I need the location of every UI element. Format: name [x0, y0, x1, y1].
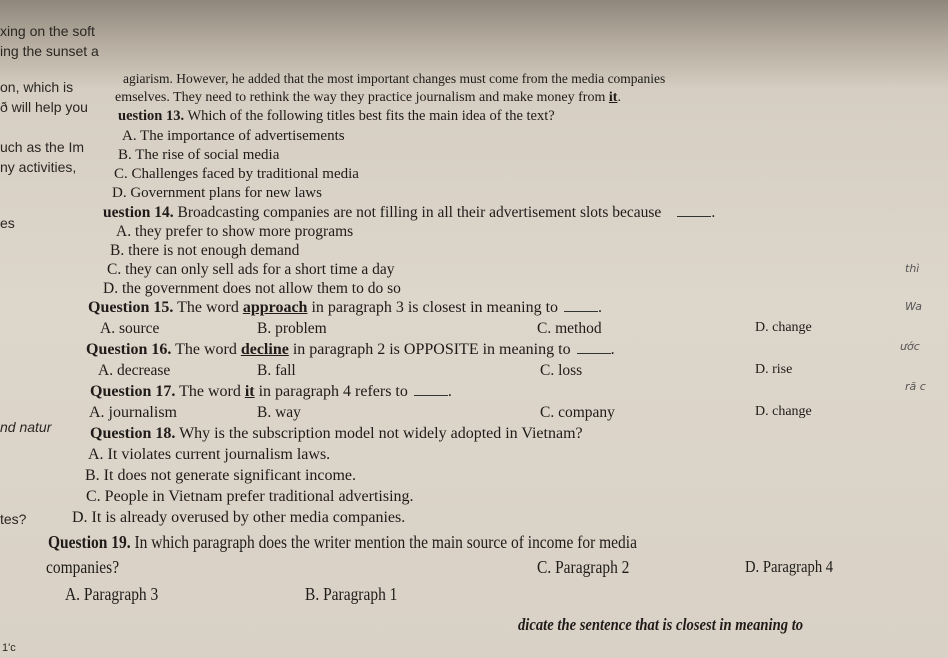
question-label: Question 16. — [86, 341, 172, 358]
left-fragment: on, which is — [0, 79, 74, 95]
option[interactable]: B. fall — [257, 362, 296, 379]
question-text: The word — [175, 341, 237, 358]
option[interactable]: C. Paragraph 2 — [537, 557, 630, 577]
option[interactable]: A. It violates current journalism laws. — [88, 446, 331, 463]
option[interactable]: B. problem — [257, 320, 327, 337]
option[interactable]: D. Paragraph 4 — [745, 557, 834, 576]
option[interactable]: A. they prefer to show more programs — [116, 223, 354, 240]
next-section-text: dicate the sentence that is closest in meaning to — [518, 615, 804, 634]
punct: . — [711, 204, 716, 221]
question-text: Broadcasting companies are not filling in all their advertisement slots because — [177, 204, 662, 221]
option[interactable]: D. the government does not allow them to do so — [103, 280, 401, 297]
option[interactable]: D. It is already overused by other media companies. — [72, 509, 406, 526]
handwritten-note: Wa — [905, 300, 923, 313]
answer-blank[interactable] — [414, 395, 448, 396]
question-text: Which of the following titles best fits the main idea of the text? — [187, 108, 555, 124]
punct: . — [610, 341, 615, 358]
option[interactable]: A. source — [100, 320, 160, 337]
handwritten-note: thì — [905, 262, 920, 275]
option[interactable]: A. The importance of advertisements — [122, 128, 345, 144]
option[interactable]: D. change — [755, 320, 812, 335]
question-text: The word — [177, 299, 239, 316]
option[interactable]: B. Paragraph 1 — [305, 584, 398, 604]
question-label: Question 17. — [90, 383, 176, 400]
left-fragment: ing the sunset a — [0, 43, 99, 59]
option[interactable]: C. Challenges faced by traditional media — [114, 166, 359, 182]
option[interactable]: A. decrease — [98, 362, 171, 379]
underlined-word: approach — [242, 299, 308, 316]
punct: . — [598, 299, 603, 316]
punct: . — [447, 383, 452, 400]
option[interactable]: D. change — [755, 404, 812, 419]
passage-text: emselves. They need to rethink the way they practice journalism and make money from — [115, 90, 606, 105]
handwritten-note: ước — [900, 340, 920, 353]
question-text: in paragraph 3 is closest in meaning to — [311, 299, 559, 316]
passage-line — [115, 90, 621, 105]
option[interactable]: B. there is not enough demand — [110, 242, 300, 259]
question-text: In which paragraph does the writer mention the main source of income for media — [134, 532, 637, 552]
answer-blank[interactable] — [564, 311, 598, 312]
left-fragment: 1'c — [2, 642, 16, 654]
passage-line: agiarism. However, he added that the most important changes must come from the media companies — [123, 71, 666, 86]
option[interactable]: D. rise — [755, 362, 793, 377]
handwritten-note: ră c — [905, 380, 926, 393]
question-19 — [48, 533, 637, 553]
underlined-word: it — [244, 383, 255, 400]
question-text: in paragraph 2 is OPPOSITE in meaning to — [292, 341, 571, 358]
option[interactable]: C. they can only sell ads for a short time a day — [107, 261, 395, 278]
option[interactable]: B. It does not generate significant income. — [85, 467, 357, 484]
question-label: Question 15. — [88, 299, 174, 316]
question-18 — [90, 425, 583, 443]
left-fragment: xing on the soft — [0, 23, 95, 39]
question-label: uestion 14. — [103, 204, 174, 221]
question-text: in paragraph 4 refers to — [258, 383, 408, 400]
question-17 — [90, 383, 452, 401]
question-label: Question 19. — [48, 532, 131, 552]
option[interactable]: B. way — [257, 404, 301, 421]
option[interactable]: D. Government plans for new laws — [112, 185, 322, 201]
option[interactable]: B. The rise of social media — [118, 147, 280, 163]
answer-blank[interactable] — [577, 353, 611, 354]
underlined-word: it — [608, 90, 618, 105]
question-13 — [118, 109, 555, 125]
left-fragment: nd natur — [0, 419, 52, 435]
question-label: uestion 13. — [118, 108, 185, 124]
question-16 — [86, 341, 615, 359]
question-14 — [103, 204, 715, 221]
answer-blank[interactable] — [677, 216, 711, 217]
left-fragment: uch as the Im — [0, 139, 85, 155]
question-label: Question 18. — [90, 425, 176, 442]
underlined-word: decline — [240, 341, 289, 358]
option[interactable]: C. People in Vietnam prefer traditional advertising. — [86, 488, 414, 505]
option[interactable]: C. loss — [540, 362, 583, 379]
option[interactable]: C. company — [540, 404, 615, 421]
question-19-cont: companies? — [46, 557, 120, 577]
question-15 — [88, 299, 602, 317]
question-text: Why is the subscription model not widely adopted in Vietnam? — [179, 425, 583, 442]
option[interactable]: A. journalism — [89, 404, 177, 421]
punct: . — [617, 90, 621, 105]
left-fragment: tes? — [0, 511, 27, 527]
left-fragment: es — [0, 215, 15, 231]
left-fragment: ð will help you — [0, 99, 88, 115]
question-text: The word — [179, 383, 241, 400]
option[interactable]: A. Paragraph 3 — [65, 584, 159, 604]
option[interactable]: C. method — [537, 320, 602, 337]
left-fragment: ny activities, — [0, 159, 77, 175]
